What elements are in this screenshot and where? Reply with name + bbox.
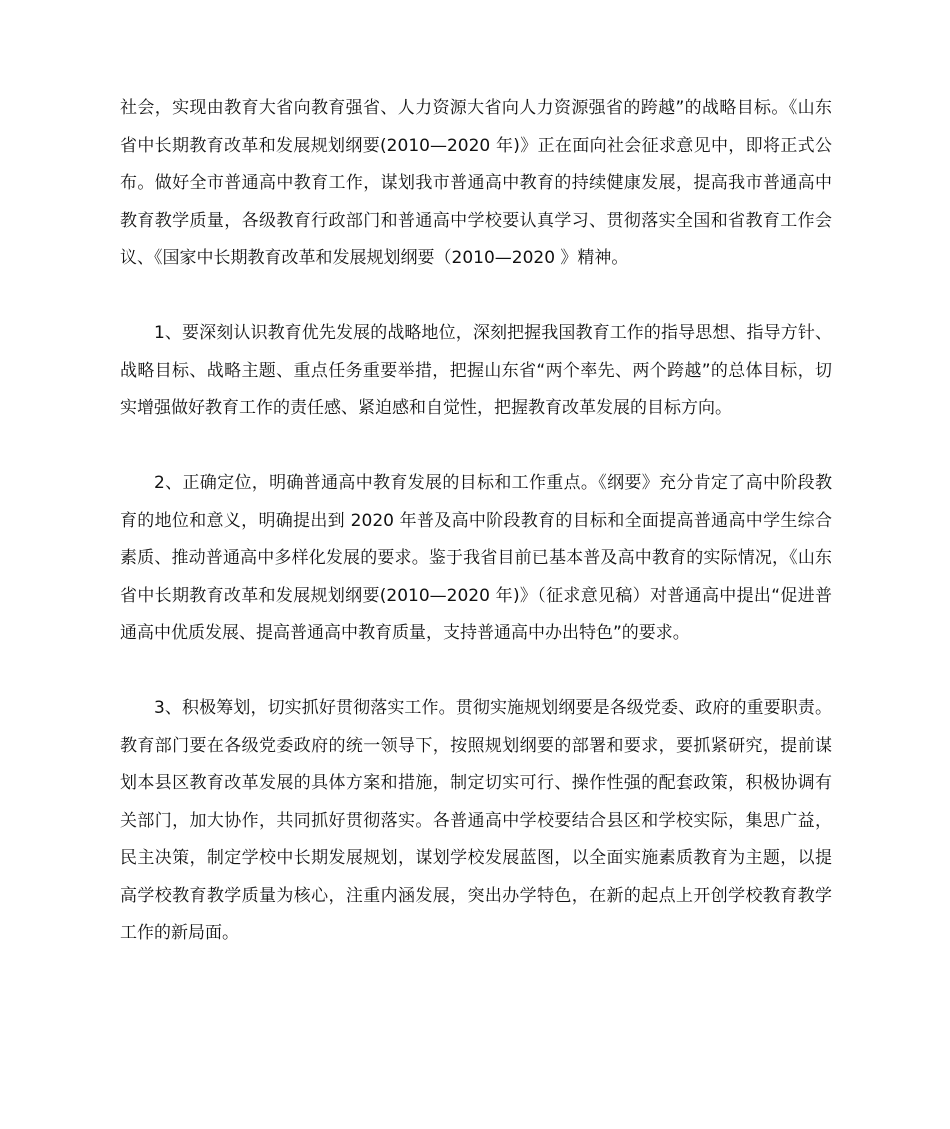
paragraph-intro: 社会，实现由教育大省向教育强省、人力资源大省向人力资源强省的跨越”的战略目标。《山东省中长期教育改革和发展规划纲要(2010—2020 年)》正在面向社会征求意见中，即将正式公布。做好全市普通高中教育工作，谋划我市普通高中教育的持续健康发展，提高我市普通高中教育教学质量，各级教育行政部门和普通高中学校要认真学习、贯彻落实全国和省教育工作会议、《国家中长期教育改革和发展规划纲要（2010—2020 》精神。 xyxy=(120,98,832,268)
paragraph-item-2: 2、正确定位，明确普通高中教育发展的目标和工作重点。《纲要》充分肯定了高中阶段教育的地位和意义，明确提出到 2020 年普及高中阶段教育的目标和全面提高普通高中学生综合素质、推动普通高中多样化发展的要求。鉴于我省目前已基本普及高中教育的实际情况，《山东省中长期教育改革和发展规划纲要(2010—2020 年)》（征求意见稿）对普通高中提出“促进普通高中优质发展、提高普通高中教育质量，支持普通高中办出特色”的要求。 xyxy=(120,473,832,643)
paragraph-item-3: 3、积极筹划，切实抓好贯彻落实工作。贯彻实施规划纲要是各级党委、政府的重要职责。教育部门要在各级党委政府的统一领导下，按照规划纲要的部署和要求，要抓紧研究，提前谋划本县区教育改革发展的具体方案和措施，制定切实可行、操作性强的配套政策，积极协调有关部门，加大协作，共同抓好贯彻落实。各普通高中学校要结合县区和学校实际，集思广益，民主决策，制定学校中长期发展规划，谋划学校发展蓝图，以全面实施素质教育为主题，以提高学校教育教学质量为核心，注重内涵发展，突出办学特色，在新的起点上开创学校教育教学工作的新局面。 xyxy=(120,698,832,943)
paragraph-item-1: 1、要深刻认识教育优先发展的战略地位，深刻把握我国教育工作的指导思想、指导方针、战略目标、战略主题、重点任务重要举措，把握山东省“两个率先、两个跨越”的总体目标，切实增强做好教育工作的责任感、紧迫感和自觉性，把握教育改革发展的目标方向。 xyxy=(120,323,832,418)
document-body xyxy=(120,90,832,953)
